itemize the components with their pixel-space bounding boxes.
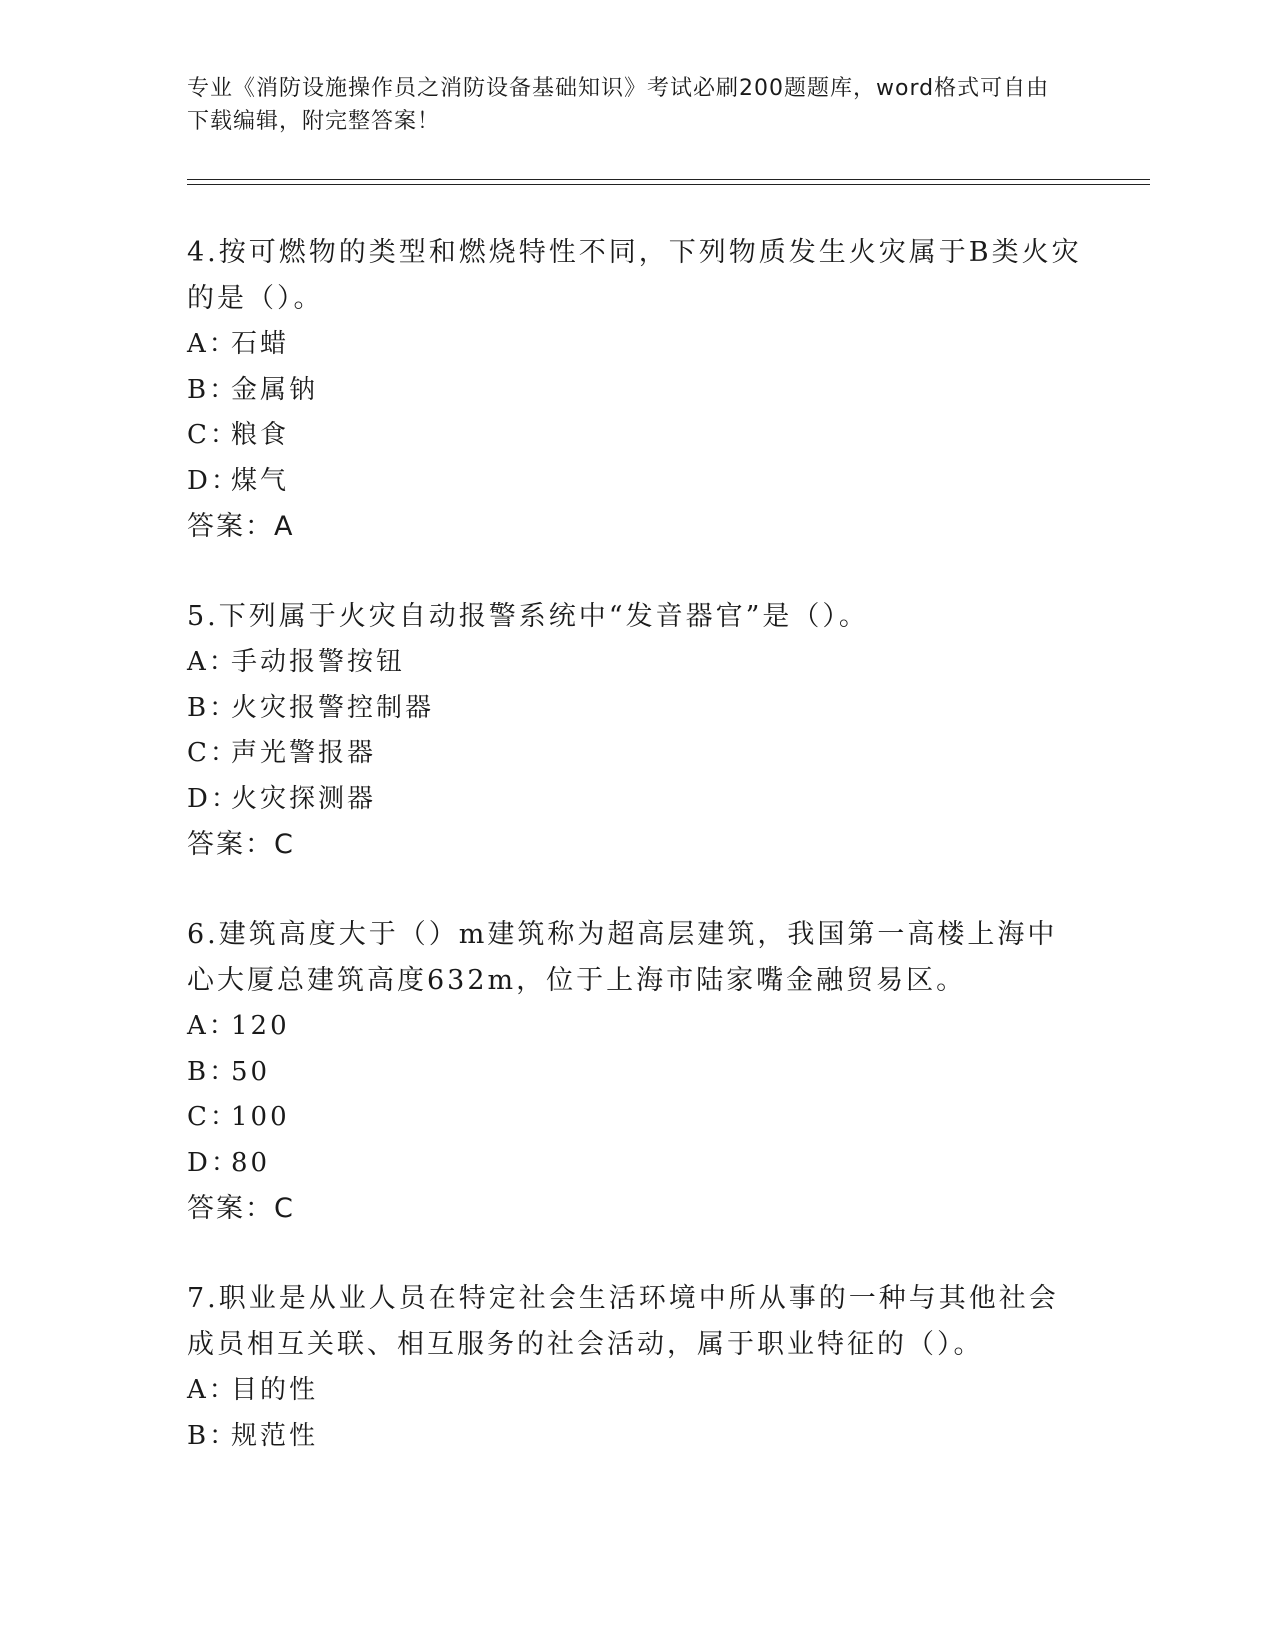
option-text: 120 (231, 1011, 290, 1041)
option-letter: B： (187, 374, 239, 405)
answer-line: 答案：C (187, 1193, 295, 1224)
option-letter: A： (187, 647, 238, 677)
option-a (187, 640, 1087, 686)
question-4 (187, 230, 1087, 550)
option-b (187, 1050, 1087, 1096)
option-d (187, 459, 1087, 505)
option-letter: A： (187, 1375, 238, 1405)
option-letter: C： (187, 420, 239, 450)
option-text: 火灾报警控制器 (231, 692, 435, 723)
option-letter: B： (187, 692, 239, 723)
option-letter: D： (187, 783, 240, 814)
option-b (187, 686, 1087, 732)
option-letter: A： (187, 1011, 238, 1041)
option-b (187, 1414, 1087, 1460)
document-header: 专业《消防设施操作员之消防设备基础知识》考试必刷200题题库，word格式可自由下载编辑，附完整答案！ (187, 76, 1050, 134)
option-text: 煤气 (231, 465, 290, 496)
option-text: 规范性 (231, 1420, 319, 1451)
option-text: 火灾探测器 (231, 783, 377, 814)
option-b (187, 368, 1087, 414)
question-stem: 6.建筑高度大于（）m建筑称为超高层建筑，我国第一高楼上海中心大厦总建筑高度632m，位于上海市陆家嘴金融贸易区。 (187, 919, 1058, 996)
option-letter: C： (187, 738, 239, 768)
question-5 (187, 594, 1087, 868)
option-a (187, 1368, 1087, 1414)
answer-line: 答案：A (187, 511, 295, 542)
option-letter: B： (187, 1420, 239, 1451)
option-d (187, 777, 1087, 823)
option-letter: A： (187, 329, 238, 359)
header-rule-top (187, 179, 1150, 180)
option-text: 目的性 (231, 1375, 319, 1405)
option-letter: D： (187, 1147, 240, 1178)
question-stem: 4.按可燃物的类型和燃烧特性不同，下列物质发生火灾属于B类火灾的是（）。 (187, 237, 1082, 314)
question-7 (187, 1276, 1087, 1459)
option-letter: C： (187, 1102, 239, 1132)
question-6 (187, 912, 1087, 1232)
option-c (187, 413, 1087, 459)
option-c (187, 1095, 1087, 1141)
question-stem: 7.职业是从业人员在特定社会生活环境中所从事的一种与其他社会成员相互关联、相互服务的社会活动，属于职业特征的（）。 (187, 1283, 1059, 1360)
option-a (187, 1004, 1087, 1050)
option-c (187, 731, 1087, 777)
option-text: 金属钠 (231, 374, 319, 405)
option-text: 石蜡 (231, 329, 290, 359)
option-text: 100 (231, 1102, 290, 1132)
option-text: 80 (231, 1147, 271, 1178)
option-text: 50 (231, 1056, 271, 1087)
option-a (187, 322, 1087, 368)
option-d (187, 1141, 1087, 1187)
option-text: 粮食 (231, 420, 290, 450)
header-rule-bottom (187, 184, 1150, 185)
question-list (187, 230, 1087, 1503)
option-letter: D： (187, 465, 240, 496)
question-stem: 5.下列属于火灾自动报警系统中“发音器官”是（）。 (187, 601, 869, 632)
option-text: 手动报警按钮 (231, 647, 406, 677)
option-text: 声光警报器 (231, 738, 377, 768)
answer-line: 答案：C (187, 829, 295, 860)
option-letter: B： (187, 1056, 239, 1087)
